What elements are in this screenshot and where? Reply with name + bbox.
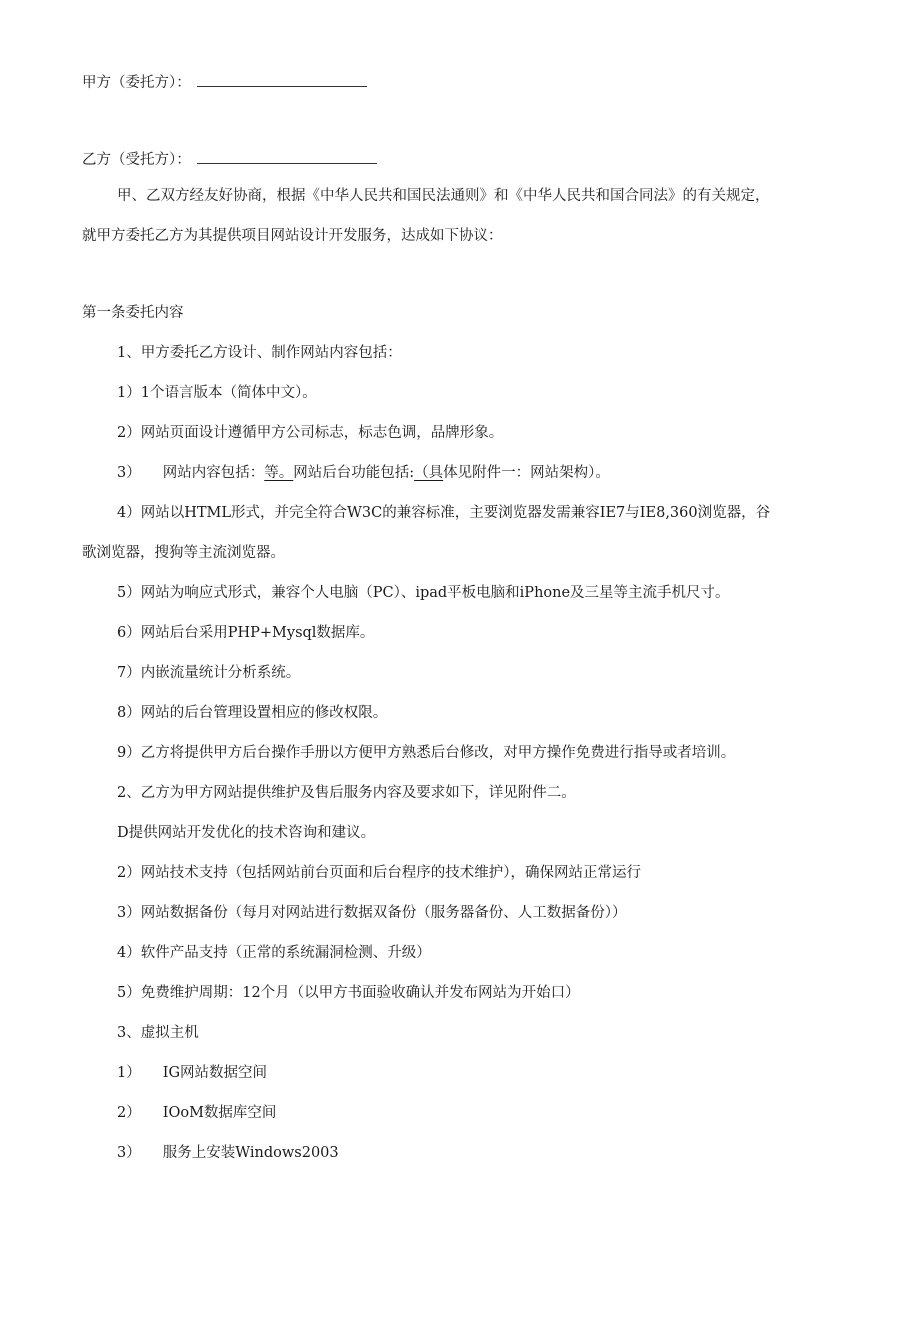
item-3-content-label: 网站内容包括： (162, 465, 265, 481)
maintenance-item-5: 5）免费维护周期：12个月（以甲方书面验收确认并发布网站为开始口） (117, 985, 580, 1001)
item-4-line-2: 歌浏览器，搜狗等主流浏览器。 (82, 545, 285, 561)
section-2-heading: 2、乙方为甲方网站提供维护及售后服务内容及要求如下，详见附件二。 (117, 785, 576, 801)
item-3-number: 3） (117, 465, 141, 481)
party-a-label: 甲方（委托方）： (82, 75, 191, 91)
intro-line-2: 就甲方委托乙方为其提供项目网站设计开发服务，达成如下协议： (82, 228, 503, 244)
hosting-item-1 (117, 1063, 842, 1083)
item-3-backend-label: 网站后台功能包括: (293, 465, 415, 481)
hosting-item-2 (117, 1103, 842, 1123)
party-b-blank (197, 147, 377, 164)
intro-line-1: 甲、乙双方经友好协商，根据《中华人民共和国民法通则》和《中华人民共和国合同法》的有关规定， (117, 188, 770, 204)
maintenance-item-3: 3）网站数据备份（每月对网站进行数据双备份（服务器备份、人工数据备份）） (117, 905, 627, 921)
hosting-item-1-number: 1） (117, 1065, 141, 1081)
hosting-item-3-text: 服务上安装Windows2003 (162, 1145, 339, 1161)
hosting-item-2-text: IOoM数据库空间 (162, 1105, 277, 1121)
maintenance-item-2: 2）网站技术支持（包括网站前台页面和后台程序的技术维护），确保网站正常运行 (117, 865, 641, 881)
party-b-label: 乙方（受托方）： (82, 152, 191, 168)
hosting-item-1-text: IG网站数据空间 (162, 1065, 268, 1081)
item-1: 1）1个语言版本（简体中文）。 (117, 385, 317, 401)
hosting-item-2-number: 2） (117, 1105, 141, 1121)
item-9: 9）乙方将提供甲方后台操作手册以方便甲方熟悉后台修改，对甲方操作免费进行指导或者培训。 (117, 745, 736, 761)
maintenance-item-1: D提供网站开发优化的技术咨询和建议。 (117, 825, 376, 841)
maintenance-item-4: 4）软件产品支持（正常的系统漏洞检测、升级） (117, 945, 431, 961)
item-5: 5）网站为响应式形式，兼容个人电脑（PC）、ipad平板电脑和iPhone及三星等主流手机尺寸。 (117, 585, 730, 601)
item-3-backend-note: 体见附件一：网站架构）。 (443, 465, 610, 481)
article-1-title: 第一条委托内容 (82, 305, 184, 321)
section-1-heading: 1、甲方委托乙方设计、制作网站内容包括： (117, 345, 402, 361)
party-b-line (82, 147, 842, 170)
item-7: 7）内嵌流量统计分析系统。 (117, 665, 301, 681)
section-3-heading: 3、虚拟主机 (117, 1025, 199, 1041)
item-6: 6）网站后台采用PHP+Mysql数据库。 (117, 625, 375, 641)
item-2: 2）网站页面设计遵循甲方公司标志，标志色调，品牌形象。 (117, 425, 504, 441)
party-a-line (82, 70, 842, 93)
party-a-blank (197, 70, 367, 87)
item-4-line-1: 4）网站以HTML形式，并完全符合W3C的兼容标准，主要浏览器发需兼容IE7与IE8,360浏览器，谷 (117, 505, 771, 521)
hosting-item-3-number: 3） (117, 1145, 141, 1161)
item-8: 8）网站的后台管理设置相应的修改权限。 (117, 705, 388, 721)
hosting-item-3 (117, 1143, 842, 1163)
item-3-content-value: 等。 (264, 465, 294, 481)
item-3 (117, 463, 842, 483)
item-3-backend-value: （具 (414, 465, 444, 481)
